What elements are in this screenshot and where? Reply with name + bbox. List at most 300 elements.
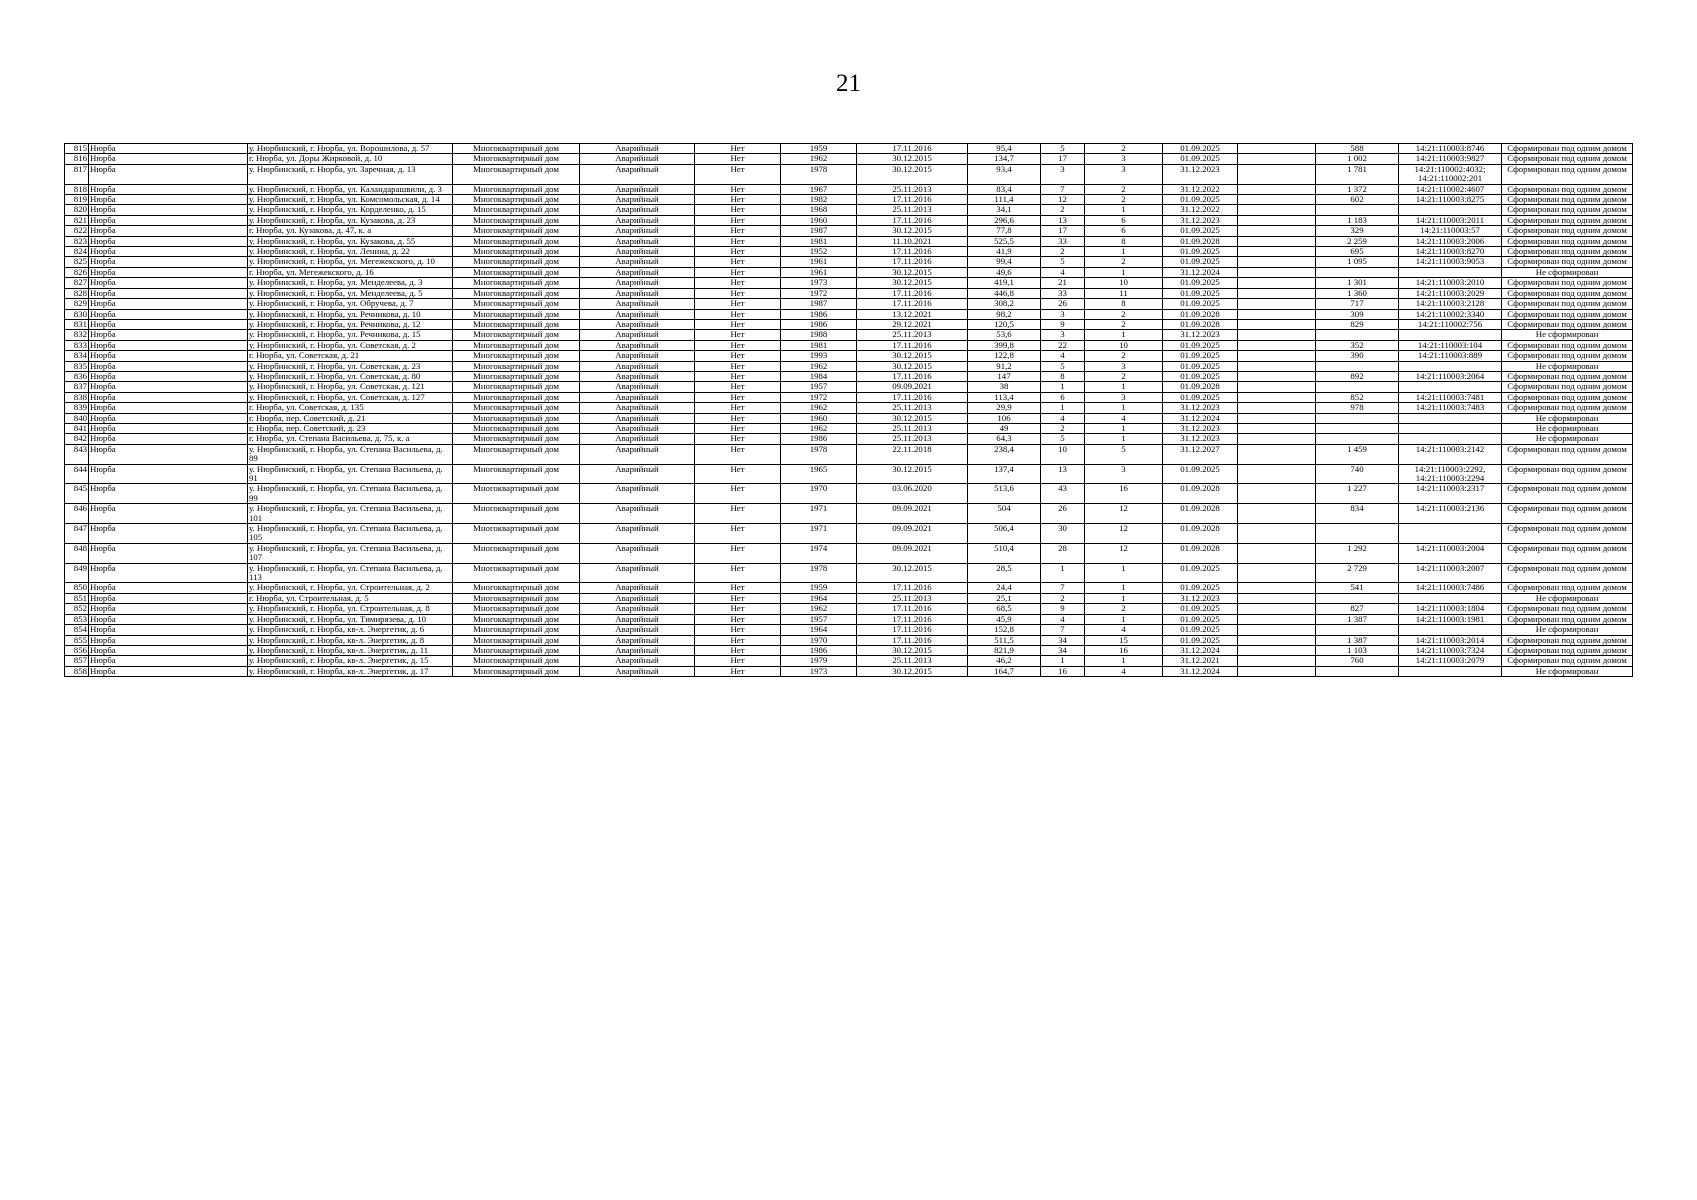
- area-cell: 53,6: [968, 330, 1041, 340]
- address-cell: у. Нюрбинский, г. Нюрба, ул. Менделеева, д. 3: [248, 278, 453, 288]
- empty-cell: [1238, 184, 1316, 194]
- empty-cell: [1238, 215, 1316, 225]
- table-row: [65, 267, 1633, 277]
- address-cell: у. Нюрбинский, г. Нюрба, ул. Степана Васильева, д. 89: [248, 444, 453, 464]
- empty-cell: [1238, 484, 1316, 504]
- cadastral-number-cell: 14:21:110003:8275: [1399, 195, 1502, 205]
- settlement-cell: Нюрба: [89, 614, 248, 624]
- land-status-cell: Не сформирован: [1502, 666, 1633, 676]
- construction-year-cell: 1962: [781, 154, 857, 164]
- land-status-cell: Не сформирован: [1502, 361, 1633, 371]
- land-status-cell: Сформирован под одним домом: [1502, 257, 1633, 267]
- table-row: [65, 656, 1633, 666]
- construction-year-cell: 1964: [781, 625, 857, 635]
- flag-cell: Нет: [695, 484, 781, 504]
- cadastral-number-cell: 14:21:110003:7324: [1399, 645, 1502, 655]
- residents-cell: 5: [1041, 361, 1085, 371]
- cadastral-number-cell: [1399, 666, 1502, 676]
- recognition-date-cell: 17.11.2016: [857, 604, 968, 614]
- land-status-cell: Сформирован под одним домом: [1502, 444, 1633, 464]
- construction-year-cell: 1987: [781, 299, 857, 309]
- status-cell: Аварийный: [580, 392, 695, 402]
- table-row: [65, 184, 1633, 194]
- planned-date-cell: 01.09.2025: [1163, 563, 1238, 583]
- land-status-cell: Сформирован под одним домом: [1502, 299, 1633, 309]
- address-cell: у. Нюрбинский, г. Нюрба, ул. Речникова, д. 10: [248, 309, 453, 319]
- construction-year-cell: 1957: [781, 382, 857, 392]
- table-row: [65, 563, 1633, 583]
- construction-year-cell: 1970: [781, 484, 857, 504]
- land-status-cell: Сформирован под одним домом: [1502, 382, 1633, 392]
- apartments-cell: 1: [1085, 583, 1163, 593]
- flag-cell: Нет: [695, 226, 781, 236]
- building-type-cell: Многоквартирный дом: [453, 215, 580, 225]
- empty-cell: [1238, 299, 1316, 309]
- settlement-cell: Нюрба: [89, 184, 248, 194]
- residents-cell: 10: [1041, 444, 1085, 464]
- empty-cell: [1238, 583, 1316, 593]
- land-status-cell: Сформирован под одним домом: [1502, 563, 1633, 583]
- building-type-cell: Многоквартирный дом: [453, 144, 580, 154]
- residents-cell: 33: [1041, 288, 1085, 298]
- area-cell: 99,4: [968, 257, 1041, 267]
- flag-cell: Нет: [695, 215, 781, 225]
- status-cell: Аварийный: [580, 205, 695, 215]
- land-status-cell: Сформирован под одним домом: [1502, 543, 1633, 563]
- cadastral-value-cell: 352: [1316, 340, 1399, 350]
- settlement-cell: Нюрба: [89, 392, 248, 402]
- construction-year-cell: 1964: [781, 593, 857, 603]
- address-cell: г. Нюрба, пер. Советский, д. 23: [248, 423, 453, 433]
- cadastral-value-cell: 978: [1316, 403, 1399, 413]
- residents-cell: 1: [1041, 403, 1085, 413]
- area-cell: 308,2: [968, 299, 1041, 309]
- recognition-date-cell: 09.09.2021: [857, 504, 968, 524]
- land-status-cell: Сформирован под одним домом: [1502, 371, 1633, 381]
- apartments-cell: 1: [1085, 330, 1163, 340]
- residents-cell: 26: [1041, 299, 1085, 309]
- cadastral-number-cell: 14:21:110003:104: [1399, 340, 1502, 350]
- area-cell: 93,4: [968, 164, 1041, 184]
- address-cell: у. Нюрбинский, г. Нюрба, ул. Кузакова, д. 23: [248, 215, 453, 225]
- apartments-cell: 1: [1085, 423, 1163, 433]
- land-status-cell: Сформирован под одним домом: [1502, 309, 1633, 319]
- building-type-cell: Многоквартирный дом: [453, 278, 580, 288]
- recognition-date-cell: 17.11.2016: [857, 288, 968, 298]
- cadastral-number-cell: 14:21:110002:4607: [1399, 184, 1502, 194]
- settlement-cell: Нюрба: [89, 288, 248, 298]
- flag-cell: Нет: [695, 444, 781, 464]
- area-cell: 513,6: [968, 484, 1041, 504]
- cadastral-number-cell: 14:21:110003:2011: [1399, 215, 1502, 225]
- area-cell: 98,2: [968, 309, 1041, 319]
- construction-year-cell: 1960: [781, 413, 857, 423]
- settlement-cell: Нюрба: [89, 434, 248, 444]
- construction-year-cell: 1982: [781, 195, 857, 205]
- cadastral-value-cell: [1316, 625, 1399, 635]
- apartments-cell: 12: [1085, 504, 1163, 524]
- status-cell: Аварийный: [580, 645, 695, 655]
- flag-cell: Нет: [695, 604, 781, 614]
- table-row: [65, 226, 1633, 236]
- construction-year-cell: 1967: [781, 184, 857, 194]
- cadastral-number-cell: 14:21:110003:7483: [1399, 403, 1502, 413]
- building-type-cell: Многоквартирный дом: [453, 614, 580, 624]
- building-type-cell: Многоквартирный дом: [453, 524, 580, 544]
- cadastral-value-cell: 2 729: [1316, 563, 1399, 583]
- status-cell: Аварийный: [580, 226, 695, 236]
- status-cell: Аварийный: [580, 543, 695, 563]
- apartments-cell: 16: [1085, 645, 1163, 655]
- area-cell: 83,4: [968, 184, 1041, 194]
- planned-date-cell: 01.09.2025: [1163, 340, 1238, 350]
- row-number-cell: 845: [65, 484, 89, 504]
- residents-cell: 34: [1041, 635, 1085, 645]
- table-row: [65, 524, 1633, 544]
- planned-date-cell: 31.12.2024: [1163, 645, 1238, 655]
- recognition-date-cell: 30.12.2015: [857, 361, 968, 371]
- planned-date-cell: 01.09.2025: [1163, 625, 1238, 635]
- construction-year-cell: 1986: [781, 309, 857, 319]
- flag-cell: Нет: [695, 645, 781, 655]
- cadastral-number-cell: 14:21:110003:7486: [1399, 583, 1502, 593]
- planned-date-cell: 31.12.2021: [1163, 656, 1238, 666]
- land-status-cell: Сформирован под одним домом: [1502, 195, 1633, 205]
- cadastral-number-cell: [1399, 382, 1502, 392]
- settlement-cell: Нюрба: [89, 340, 248, 350]
- recognition-date-cell: 25.11.2013: [857, 423, 968, 433]
- area-cell: 238,4: [968, 444, 1041, 464]
- planned-date-cell: 31.12.2023: [1163, 593, 1238, 603]
- row-number-cell: 835: [65, 361, 89, 371]
- settlement-cell: Нюрба: [89, 656, 248, 666]
- cadastral-value-cell: 695: [1316, 247, 1399, 257]
- apartments-cell: 1: [1085, 656, 1163, 666]
- table-row: [65, 484, 1633, 504]
- table-row: [65, 144, 1633, 154]
- address-cell: г. Нюрба, ул. Советская, д. 135: [248, 403, 453, 413]
- apartments-cell: 1: [1085, 382, 1163, 392]
- residents-cell: 7: [1041, 625, 1085, 635]
- empty-cell: [1238, 403, 1316, 413]
- construction-year-cell: 1972: [781, 288, 857, 298]
- planned-date-cell: 01.09.2025: [1163, 257, 1238, 267]
- recognition-date-cell: 13.12.2021: [857, 309, 968, 319]
- address-cell: у. Нюрбинский, г. Нюрба, ул. Степана Васильева, д. 105: [248, 524, 453, 544]
- area-cell: 296,6: [968, 215, 1041, 225]
- planned-date-cell: 01.09.2028: [1163, 382, 1238, 392]
- cadastral-value-cell: [1316, 524, 1399, 544]
- land-status-cell: Сформирован под одним домом: [1502, 226, 1633, 236]
- residents-cell: 8: [1041, 371, 1085, 381]
- row-number-cell: 822: [65, 226, 89, 236]
- empty-cell: [1238, 413, 1316, 423]
- recognition-date-cell: 25.11.2013: [857, 656, 968, 666]
- apartments-cell: 2: [1085, 351, 1163, 361]
- empty-cell: [1238, 154, 1316, 164]
- recognition-date-cell: 17.11.2016: [857, 247, 968, 257]
- address-cell: у. Нюрбинский, г. Нюрба, ул. Речникова, д. 12: [248, 319, 453, 329]
- settlement-cell: Нюрба: [89, 403, 248, 413]
- construction-year-cell: 1981: [781, 236, 857, 246]
- recognition-date-cell: 09.09.2021: [857, 524, 968, 544]
- planned-date-cell: 01.09.2028: [1163, 524, 1238, 544]
- empty-cell: [1238, 236, 1316, 246]
- area-cell: 164,7: [968, 666, 1041, 676]
- residents-cell: 13: [1041, 215, 1085, 225]
- flag-cell: Нет: [695, 656, 781, 666]
- recognition-date-cell: 30.12.2015: [857, 413, 968, 423]
- row-number-cell: 827: [65, 278, 89, 288]
- flag-cell: Нет: [695, 330, 781, 340]
- cadastral-number-cell: 14:21:110003:2317: [1399, 484, 1502, 504]
- settlement-cell: Нюрба: [89, 330, 248, 340]
- row-number-cell: 846: [65, 504, 89, 524]
- row-number-cell: 844: [65, 464, 89, 484]
- empty-cell: [1238, 392, 1316, 402]
- residents-cell: 3: [1041, 330, 1085, 340]
- building-type-cell: Многоквартирный дом: [453, 484, 580, 504]
- area-cell: 821,9: [968, 645, 1041, 655]
- empty-cell: [1238, 434, 1316, 444]
- construction-year-cell: 1957: [781, 614, 857, 624]
- settlement-cell: Нюрба: [89, 543, 248, 563]
- flag-cell: Нет: [695, 583, 781, 593]
- address-cell: у. Нюрбинский, г. Нюрба, ул. Менделеева, д. 5: [248, 288, 453, 298]
- empty-cell: [1238, 361, 1316, 371]
- cadastral-value-cell: 588: [1316, 144, 1399, 154]
- apartments-cell: 2: [1085, 371, 1163, 381]
- cadastral-value-cell: [1316, 434, 1399, 444]
- area-cell: 77,8: [968, 226, 1041, 236]
- empty-cell: [1238, 524, 1316, 544]
- flag-cell: Нет: [695, 666, 781, 676]
- building-type-cell: Многоквартирный дом: [453, 464, 580, 484]
- area-cell: 41,9: [968, 247, 1041, 257]
- building-type-cell: Многоквартирный дом: [453, 154, 580, 164]
- row-number-cell: 843: [65, 444, 89, 464]
- empty-cell: [1238, 382, 1316, 392]
- cadastral-number-cell: 14:21:110003:8270: [1399, 247, 1502, 257]
- settlement-cell: Нюрба: [89, 236, 248, 246]
- building-type-cell: Многоквартирный дом: [453, 504, 580, 524]
- status-cell: Аварийный: [580, 583, 695, 593]
- status-cell: Аварийный: [580, 403, 695, 413]
- recognition-date-cell: 29.12.2021: [857, 319, 968, 329]
- construction-year-cell: 1978: [781, 444, 857, 464]
- flag-cell: Нет: [695, 351, 781, 361]
- settlement-cell: Нюрба: [89, 164, 248, 184]
- table-row: [65, 371, 1633, 381]
- cadastral-value-cell: [1316, 593, 1399, 603]
- status-cell: Аварийный: [580, 319, 695, 329]
- address-cell: у. Нюрбинский, г. Нюрба, кв-л. Энергетик, д. 15: [248, 656, 453, 666]
- cadastral-number-cell: 14:21:110002:756: [1399, 319, 1502, 329]
- cadastral-value-cell: [1316, 382, 1399, 392]
- cadastral-value-cell: 390: [1316, 351, 1399, 361]
- apartments-cell: 8: [1085, 299, 1163, 309]
- construction-year-cell: 1986: [781, 319, 857, 329]
- cadastral-value-cell: 852: [1316, 392, 1399, 402]
- land-status-cell: Сформирован под одним домом: [1502, 215, 1633, 225]
- construction-year-cell: 1960: [781, 215, 857, 225]
- building-type-cell: Многоквартирный дом: [453, 413, 580, 423]
- apartments-cell: 10: [1085, 340, 1163, 350]
- status-cell: Аварийный: [580, 215, 695, 225]
- status-cell: Аварийный: [580, 563, 695, 583]
- status-cell: Аварийный: [580, 625, 695, 635]
- settlement-cell: Нюрба: [89, 413, 248, 423]
- cadastral-number-cell: 14:21:110003:2010: [1399, 278, 1502, 288]
- residents-cell: 6: [1041, 392, 1085, 402]
- construction-year-cell: 1986: [781, 434, 857, 444]
- settlement-cell: Нюрба: [89, 484, 248, 504]
- apartments-cell: 1: [1085, 434, 1163, 444]
- area-cell: 511,5: [968, 635, 1041, 645]
- settlement-cell: Нюрба: [89, 195, 248, 205]
- table-row: [65, 614, 1633, 624]
- building-type-cell: Многоквартирный дом: [453, 666, 580, 676]
- flag-cell: Нет: [695, 382, 781, 392]
- cadastral-value-cell: 1 301: [1316, 278, 1399, 288]
- planned-date-cell: 01.09.2025: [1163, 635, 1238, 645]
- apartments-cell: 2: [1085, 257, 1163, 267]
- cadastral-number-cell: 14:21:110003:2007: [1399, 563, 1502, 583]
- address-cell: у. Нюрбинский, г. Нюрба, ул. Ворошилова, д. 57: [248, 144, 453, 154]
- residents-cell: 1: [1041, 563, 1085, 583]
- table-row: [65, 583, 1633, 593]
- cadastral-value-cell: 541: [1316, 583, 1399, 593]
- planned-date-cell: 01.09.2028: [1163, 543, 1238, 563]
- address-cell: у. Нюрбинский, г. Нюрба, ул. Обручева, д. 7: [248, 299, 453, 309]
- land-status-cell: Сформирован под одним домом: [1502, 319, 1633, 329]
- cadastral-value-cell: 827: [1316, 604, 1399, 614]
- recognition-date-cell: 17.11.2016: [857, 583, 968, 593]
- building-type-cell: Многоквартирный дом: [453, 257, 580, 267]
- table-row: [65, 543, 1633, 563]
- planned-date-cell: 01.09.2025: [1163, 154, 1238, 164]
- land-status-cell: Сформирован под одним домом: [1502, 614, 1633, 624]
- area-cell: 64,3: [968, 434, 1041, 444]
- residents-cell: 1: [1041, 382, 1085, 392]
- row-number-cell: 836: [65, 371, 89, 381]
- address-cell: у. Нюрбинский, г. Нюрба, ул. Корделенко, д. 15: [248, 205, 453, 215]
- address-cell: у. Нюрбинский, г. Нюрба, ул. Тимирязева, д. 10: [248, 614, 453, 624]
- settlement-cell: Нюрба: [89, 444, 248, 464]
- empty-cell: [1238, 205, 1316, 215]
- cadastral-number-cell: [1399, 413, 1502, 423]
- cadastral-number-cell: 14:21:110003:7481: [1399, 392, 1502, 402]
- flag-cell: Нет: [695, 195, 781, 205]
- area-cell: 506,4: [968, 524, 1041, 544]
- recognition-date-cell: 17.11.2016: [857, 144, 968, 154]
- row-number-cell: 838: [65, 392, 89, 402]
- address-cell: у. Нюрбинский, г. Нюрба, ул. Советская, д. 121: [248, 382, 453, 392]
- building-type-cell: Многоквартирный дом: [453, 392, 580, 402]
- recognition-date-cell: 30.12.2015: [857, 278, 968, 288]
- residents-cell: 5: [1041, 144, 1085, 154]
- apartments-cell: 3: [1085, 392, 1163, 402]
- settlement-cell: Нюрба: [89, 309, 248, 319]
- apartments-cell: 4: [1085, 666, 1163, 676]
- apartments-cell: 4: [1085, 625, 1163, 635]
- cadastral-number-cell: 14:21:110003:1981: [1399, 614, 1502, 624]
- apartments-cell: 10: [1085, 278, 1163, 288]
- cadastral-number-cell: 14:21:110003:2064: [1399, 371, 1502, 381]
- empty-cell: [1238, 645, 1316, 655]
- residents-cell: 5: [1041, 257, 1085, 267]
- building-type-cell: Многоквартирный дом: [453, 543, 580, 563]
- flag-cell: Нет: [695, 434, 781, 444]
- recognition-date-cell: 17.11.2016: [857, 635, 968, 645]
- status-cell: Аварийный: [580, 666, 695, 676]
- table-row: [65, 236, 1633, 246]
- settlement-cell: Нюрба: [89, 154, 248, 164]
- address-cell: у. Нюрбинский, г. Нюрба, ул. Советская, д. 2: [248, 340, 453, 350]
- row-number-cell: 825: [65, 257, 89, 267]
- land-status-cell: Сформирован под одним домом: [1502, 205, 1633, 215]
- status-cell: Аварийный: [580, 309, 695, 319]
- address-cell: у. Нюрбинский, г. Нюрба, ул. Строительная, д. 8: [248, 604, 453, 614]
- cadastral-value-cell: 1 781: [1316, 164, 1399, 184]
- row-number-cell: 839: [65, 403, 89, 413]
- address-cell: у. Нюрбинский, г. Нюрба, кв-л. Энергетик, д. 17: [248, 666, 453, 676]
- apartments-cell: 11: [1085, 288, 1163, 298]
- cadastral-value-cell: [1316, 666, 1399, 676]
- recognition-date-cell: 30.12.2015: [857, 645, 968, 655]
- settlement-cell: Нюрба: [89, 625, 248, 635]
- land-status-cell: Сформирован под одним домом: [1502, 340, 1633, 350]
- housing-registry-table: [64, 143, 1633, 677]
- row-number-cell: 818: [65, 184, 89, 194]
- apartments-cell: 4: [1085, 413, 1163, 423]
- status-cell: Аварийный: [580, 351, 695, 361]
- planned-date-cell: 31.12.2022: [1163, 184, 1238, 194]
- planned-date-cell: 01.09.2028: [1163, 309, 1238, 319]
- status-cell: Аварийный: [580, 604, 695, 614]
- building-type-cell: Многоквартирный дом: [453, 195, 580, 205]
- row-number-cell: 821: [65, 215, 89, 225]
- construction-year-cell: 1962: [781, 604, 857, 614]
- row-number-cell: 826: [65, 267, 89, 277]
- row-number-cell: 824: [65, 247, 89, 257]
- table-row: [65, 434, 1633, 444]
- area-cell: 49,6: [968, 267, 1041, 277]
- planned-date-cell: 01.09.2025: [1163, 464, 1238, 484]
- apartments-cell: 5: [1085, 444, 1163, 464]
- recognition-date-cell: 25.11.2013: [857, 330, 968, 340]
- recognition-date-cell: 25.11.2013: [857, 184, 968, 194]
- cadastral-value-cell: 834: [1316, 504, 1399, 524]
- area-cell: 45,9: [968, 614, 1041, 624]
- land-status-cell: Сформирован под одним домом: [1502, 278, 1633, 288]
- recognition-date-cell: 25.11.2013: [857, 593, 968, 603]
- area-cell: 38: [968, 382, 1041, 392]
- empty-cell: [1238, 464, 1316, 484]
- table-row: [65, 625, 1633, 635]
- building-type-cell: Многоквартирный дом: [453, 309, 580, 319]
- planned-date-cell: 31.12.2024: [1163, 413, 1238, 423]
- planned-date-cell: 31.12.2024: [1163, 666, 1238, 676]
- settlement-cell: Нюрба: [89, 226, 248, 236]
- building-type-cell: Многоквартирный дом: [453, 205, 580, 215]
- building-type-cell: Многоквартирный дом: [453, 267, 580, 277]
- building-type-cell: Многоквартирный дом: [453, 444, 580, 464]
- empty-cell: [1238, 504, 1316, 524]
- cadastral-number-cell: 14:21:110003:2006: [1399, 236, 1502, 246]
- cadastral-number-cell: 14:21:110003:2128: [1399, 299, 1502, 309]
- address-cell: у. Нюрбинский, г. Нюрба, ул. Мегежекского, д. 10: [248, 257, 453, 267]
